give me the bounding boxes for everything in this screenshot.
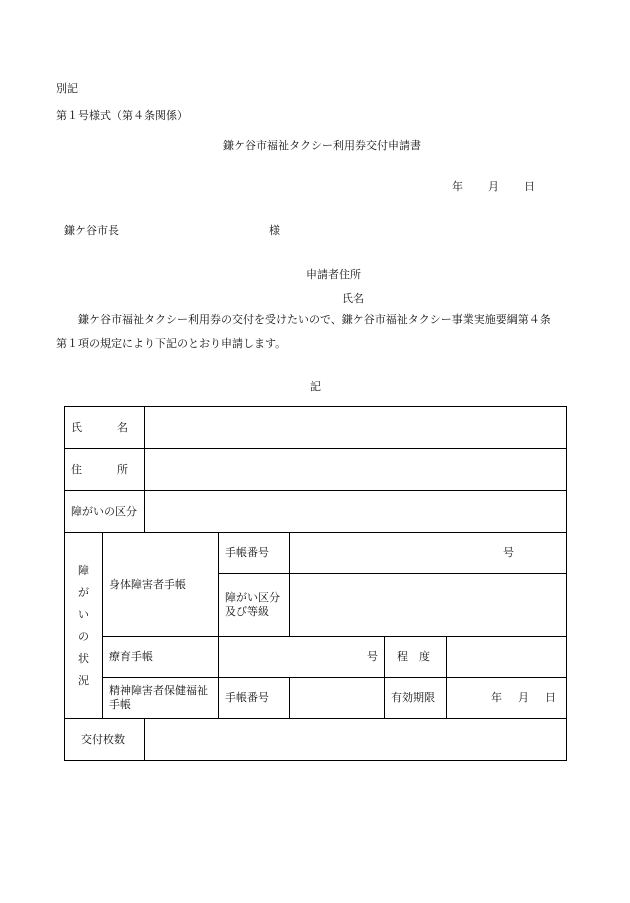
handbook-number-input[interactable]: 号 [290,533,567,574]
name-label-cell: 氏 名 [65,407,145,449]
application-table [64,406,567,761]
applicant-name-label: 氏名 [342,292,364,305]
address-input-cell[interactable] [145,449,567,491]
applicant-address-label: 申請者住所 [306,268,361,281]
ryoiku-number-input[interactable]: 号 [219,637,385,678]
date-day: 日 [524,180,535,193]
status-vertical-label: 障 が い の 状 況 [65,533,103,719]
body-line-2: 第１項の規定により下記のとおり申請します。 [56,337,287,350]
ryoiku-handbook-label: 療育手帳 [103,637,219,678]
degree-input[interactable] [447,637,567,678]
physical-handbook-label: 身体障害者手帳 [103,533,219,637]
date-month: 月 [488,180,499,193]
page-title: 鎌ケ谷市福祉タクシー利用券交付申請書 [223,139,421,152]
copies-label: 交付枚数 [65,719,145,761]
disability-category-label: 障がいの区分 [65,491,145,533]
body-paragraph [56,308,580,356]
mental-handbook-number-label: 手帳番号 [219,678,290,719]
ki-heading: 記 [310,380,321,393]
validity-label: 有効期限 [385,678,447,719]
degree-label: 程 度 [385,637,447,678]
grade-label: 障がい区分 及び等級 [219,574,290,637]
copies-input[interactable] [145,719,567,761]
name-input-cell[interactable] [145,407,567,449]
address-label-cell: 住 所 [65,449,145,491]
grade-input[interactable] [290,574,567,637]
disability-category-input[interactable] [145,491,567,533]
form-number: 第１号様式（第４条関係） [56,109,188,122]
date-year: 年 [452,180,463,193]
mental-handbook-label: 精神障害者保健福祉 手帳 [103,678,219,719]
validity-date-input[interactable]: 年 月 日 [447,678,567,719]
mental-handbook-number-input[interactable] [290,678,385,719]
body-line-1: 鎌ケ谷市福祉タクシー利用券の交付を受けたいので、鎌ケ谷市福祉タクシー事業実施要綱第４条 [78,313,551,326]
handbook-number-label: 手帳番号 [219,533,290,574]
addressee-name: 鎌ケ谷市長 [64,224,119,237]
addressee-honorific: 様 [269,224,280,237]
attachment-label: 別記 [56,82,78,95]
